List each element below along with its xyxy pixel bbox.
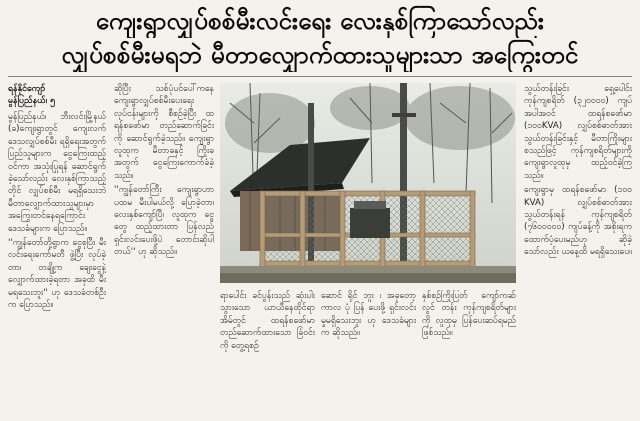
headline-line-2: လျှပ်စစ်မီးမရဘဲ မီတာလျှောက်ထားသူများသာ အကြွေးတင် [61, 40, 579, 69]
column-2-paragraph-2: ''ကျွန်တော်ကြီး ကျေးရွာဟာ ပထမ မီးပါမယ်လို့ ပြောခဲ့တာ၊ လေးနှစ်ကျော်ပြီ၊ လူထုက ငွေတွေ ထည့်ထားတာ ပြန်လည်ရှင်းလင်းပေးဖို့ပဲ တောင်းဆိုပါတယ်'' ဟု ဆိုသည်။ [114, 185, 214, 258]
article-column-3 [524, 83, 632, 418]
byline-name: ရန်နိုင်ကျော် [8, 84, 46, 94]
column-1-paragraph-1: မွန်ပြည်နယ်၊ ဘီးလင်းမြို့နယ် (ခ)ကျေးရွာတွင် ကျေးလက်ဒေသလျှပ်စစ်မီး ရရှိရေးအတွက် ပြည်သူများက ငွေကြေးထည့်ဝင်ကာ အသုံးပြုရန် ဆောင်ရွက်ခဲ့သော်လည်း လေးနှစ်ကြာသည့်တိုင် လျှပ်စစ်မီး မရရှိသေးဘဲ မီတာလျှောက်ထားသူများမှာ အကြွေးတင်နေရကြောင်း ဒေသခံများက ပြောသည်။ [8, 112, 106, 234]
caption-column-3-text: နှစ်စဉ်ကြိုးပြတ် ကျော်ကဆ်လွင် တန်း ကုန်ကျစရိတ်များကို လူထုမှ ပြန်ပေးဆပ်ရမည်ဖြစ်သည်။ [422, 291, 516, 339]
caption-column-2 [321, 290, 416, 418]
caption-column-2-text: ဆောင် ရိုင် ဘူး ၊ အခုတော့ ကာလ ပုံ ပြန် ပေးဖို့ ရှင်းလင်းမှုမရှိသေးဘူး ဟု ဒေသခံများက ဆိုသည်။ [321, 291, 416, 339]
caption-column-3 [422, 290, 516, 418]
article-headline [8, 4, 632, 72]
caption-column-1-text: ရာပေါင်း ခင်ပွန်းသည် ဆုံးပါး သွားသော ယာယီနေထိုင်ရာ အိမ်တွင် ထရန်စဖော်မာ တည်ဆောက်ထားသော ခြံဝင်းကို တွေ့ရစဉ် [220, 291, 315, 351]
byline-location: မွန်ပြည်နယ်၊ ၅ [8, 96, 56, 106]
article-photo [220, 83, 516, 283]
column-3-paragraph-1: သွယ်တန်းခြင်း ရှေ့ပေါင်း ကုန်ကျစရိတ် (၃၂၀၀၀၀) ကျပ်အပါအဝင် ထရန်စဖော်မာ (၁၀၀KVA) လျှပ်စစ်ဓာတ်အား သွယ်တန်းခြင်းနှင့် မီတာကြိုးများ စသည်ဖြင့် ကုန်ကျစရိတ်များကို ကျေးရွာလူထုမှ ထည့်ဝင်ခဲ့ကြသည်။ [524, 84, 632, 181]
column-1-paragraph-2: ''ကျွန်တော်တို့ရွာက ငွေစုပြီး မီးလင်းရေးကော်မတီ ဖွဲ့ပြီး လုပ်ခဲ့တာ၊ တချို့က ချေးငွေနဲ့ လျှောက်ထားခဲ့ရတာ အခုထိ မီးမရသေးဘူး'' ဟု ဒေသခံတစ်ဦးက ပြောသည်။ [8, 238, 106, 311]
headline-divider [8, 76, 632, 77]
article-column-1 [8, 83, 106, 418]
headline-line-1: ကျေးရွာလျှပ်စစ်မီးလင်းရေး လေးနှစ်ကြာသော်လည်း [95, 6, 545, 35]
transformer-enclosure-photo [220, 83, 516, 283]
caption-column-1 [220, 290, 315, 418]
article-column-2 [114, 83, 214, 418]
column-2-paragraph-1: ဆိုပြီး သစ်ပုံပင်ပေါ်ကနေ ကျေးရွာလျှပ်စစ်မီးပေးရေး လုပ်ငန်းများကို စီစဉ်ခဲ့ပြီး ထရန်စဖော်မာ တည်ဆောက်ခြင်းကို ဆောင်ရွက်ခဲ့သည်။ ကျေးရွာလူထုက မီတာခနှင့် ကြိုးခ အတွက် ငွေကြေးကောက်ခံခဲ့သည်။ [114, 84, 214, 181]
column-3-paragraph-2: ကျေးရွာမှ ထရန်စဖော်မာ (၁၀၀ KVA) လျှပ်စစ်ဓာတ်အား သွယ်တန်းရန် ကုန်ကျစရိတ် (၇၆၀၀၀၀၀) ကျပ်ခန့်ကို အစိုးရက ထောက်ပံ့ပေးမည်ဟု ဆိုခဲ့သော်လည်း ယနေ့ထိ မရရှိသေးပေ။ [524, 185, 632, 258]
